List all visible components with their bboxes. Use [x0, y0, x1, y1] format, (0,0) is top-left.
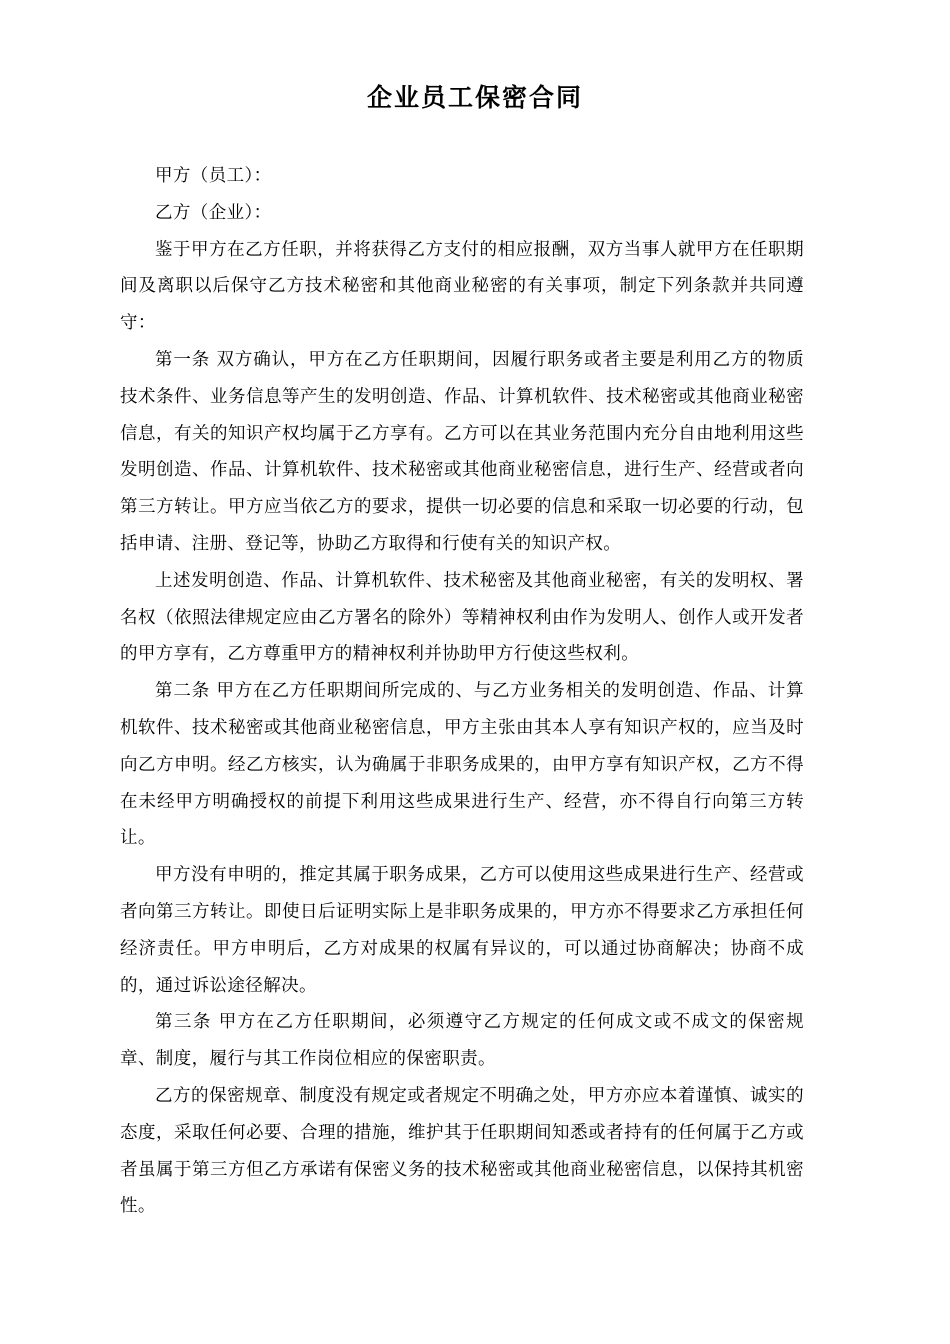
- document-body: [120, 158, 804, 1225]
- preamble-paragraph: 鉴于甲方在乙方任职，并将获得乙方支付的相应报酬，双方当事人就甲方在任职期间及离职以后保守乙方技术秘密和其他商业秘密的有关事项，制定下列条款并共同遵守：: [120, 239, 804, 334]
- article-3-paragraph: 第三条 甲方在乙方任职期间，必须遵守乙方规定的任何成文或不成文的保密规章、制度，履行与其工作岗位相应的保密职责。: [120, 1012, 804, 1070]
- party-a-line: 甲方（员工）：: [155, 166, 272, 186]
- article-3-supplement-paragraph: 乙方的保密规章、制度没有规定或者规定不明确之处，甲方亦应本着谨慎、诚实的态度，采取任何必要、合理的措施，维护其于任职期间知悉或者持有的任何属于乙方或者虽属于第三方但乙方承诺有保密义务的技术秘密或其他商业秘密信息，以保持其机密性。: [120, 1085, 804, 1217]
- article-2-undeclared-paragraph: 甲方没有申明的，推定其属于职务成果，乙方可以使用这些成果进行生产、经营或者向第三方转让。即使日后证明实际上是非职务成果的，甲方亦不得要求乙方承担任何经济责任。甲方申明后，乙方对成果的权属有异议的，可以通过协商解决；协商不成的，通过诉讼途径解决。: [120, 865, 804, 996]
- document-title: 企业员工保密合同: [366, 83, 583, 112]
- article-2-paragraph: 第二条 甲方在乙方任职期间所完成的、与乙方业务相关的发明创造、作品、计算机软件、技术秘密或其他商业秘密信息，甲方主张由其本人享有知识产权的，应当及时向乙方申明。经乙方核实，认为确属于非职务成果的，由甲方享有知识产权，乙方不得在未经甲方明确授权的前提下利用这些成果进行生产、经营，亦不得自行向第三方转让。: [120, 681, 804, 849]
- article-1-moral-rights-paragraph: 上述发明创造、作品、计算机软件、技术秘密及其他商业秘密，有关的发明权、署名权（依照法律规定应由乙方署名的除外）等精神权利由作为发明人、创作人或开发者的甲方享有，乙方尊重甲方的精神权利并协助甲方行使这些权利。: [120, 570, 804, 665]
- party-b-line: 乙方（企业）：: [155, 202, 272, 223]
- article-1-paragraph: 第一条 双方确认，甲方在乙方任职期间，因履行职务或者主要是利用乙方的物质技术条件、业务信息等产生的发明创造、作品、计算机软件、技术秘密或其他商业秘密信息，有关的知识产权均属于乙方享有。乙方可以在其业务范围内充分自由地利用这些发明创造、作品、计算机软件、技术秘密或其他商业秘密信息，进行生产、经营或者向第三方转让。甲方应当依乙方的要求，提供一切必要的信息和采取一切必要的行动，包括申请、注册、登记等，协助乙方取得和行使有关的知识产权。: [120, 349, 804, 554]
